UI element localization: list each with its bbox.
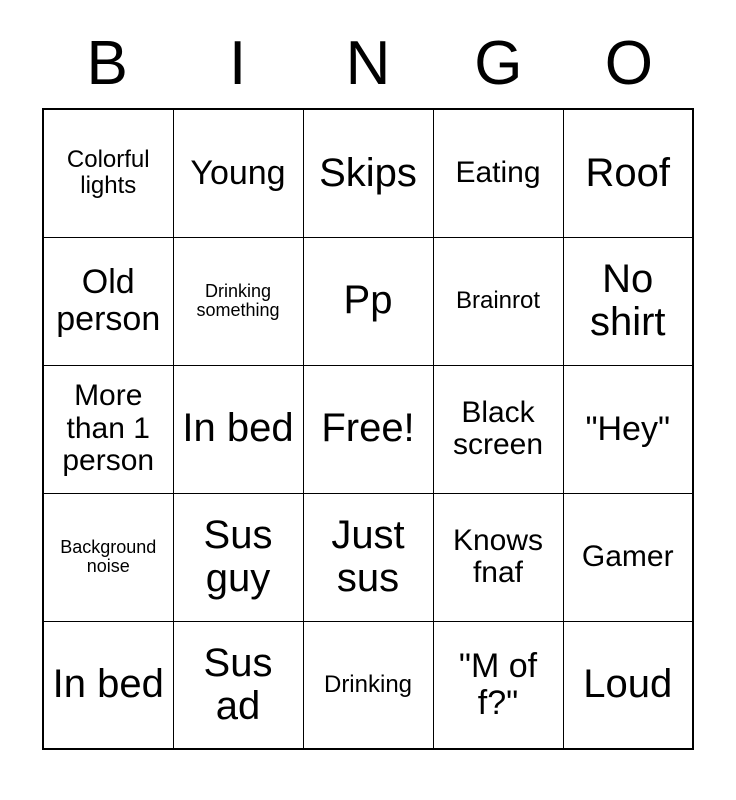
bingo-cell[interactable]: Skips [303, 109, 433, 237]
header-letter-i: I [228, 29, 247, 98]
header-letter-n: N [345, 29, 391, 98]
bingo-header [42, 0, 694, 100]
bingo-row [43, 621, 693, 749]
bingo-cell[interactable]: Black screen [433, 365, 563, 493]
bingo-cell[interactable]: Colorful lights [43, 109, 173, 237]
bingo-cell[interactable]: Sus ad [173, 621, 303, 749]
bingo-cell[interactable]: Knows fnaf [433, 493, 563, 621]
header-letter-g: G [474, 29, 523, 98]
bingo-cell[interactable]: No shirt [563, 237, 693, 365]
bingo-cell[interactable]: Old person [43, 237, 173, 365]
bingo-cell-free[interactable]: Free! [303, 365, 433, 493]
bingo-cell[interactable]: "M of f?" [433, 621, 563, 749]
bingo-cell[interactable]: Eating [433, 109, 563, 237]
bingo-cell[interactable]: "Hey" [563, 365, 693, 493]
bingo-cell[interactable]: Loud [563, 621, 693, 749]
bingo-cell[interactable]: Brainrot [433, 237, 563, 365]
bingo-cell[interactable]: Just sus [303, 493, 433, 621]
bingo-row [43, 493, 693, 621]
bingo-cell[interactable]: Gamer [563, 493, 693, 621]
header-letter-b: B [86, 29, 128, 98]
bingo-cell[interactable]: Drinking [303, 621, 433, 749]
bingo-row [43, 365, 693, 493]
bingo-cell[interactable]: More than 1 person [43, 365, 173, 493]
bingo-cell[interactable]: Pp [303, 237, 433, 365]
bingo-cell[interactable]: Young [173, 109, 303, 237]
bingo-cell[interactable]: Drinking something [173, 237, 303, 365]
bingo-row [43, 237, 693, 365]
header-letter-o: O [604, 29, 653, 98]
bingo-cell[interactable]: Roof [563, 109, 693, 237]
bingo-row [43, 109, 693, 237]
bingo-cell[interactable]: Sus guy [173, 493, 303, 621]
bingo-cell[interactable]: In bed [43, 621, 173, 749]
bingo-cell[interactable]: Background noise [43, 493, 173, 621]
bingo-cell[interactable]: In bed [173, 365, 303, 493]
bingo-grid [42, 108, 694, 750]
